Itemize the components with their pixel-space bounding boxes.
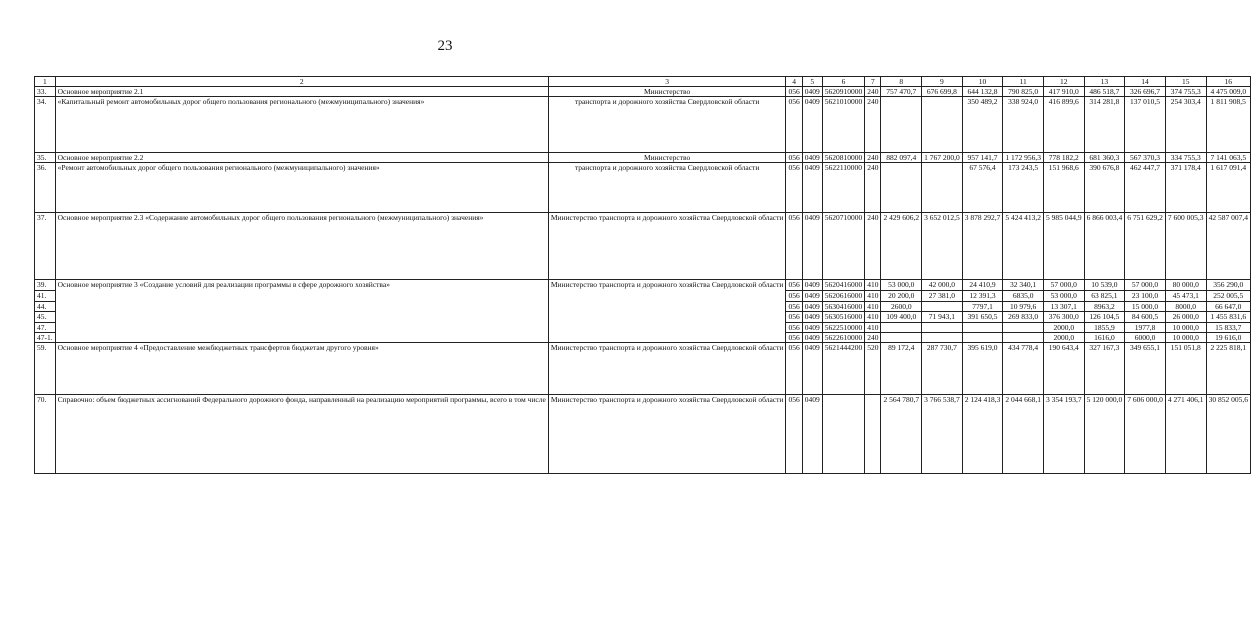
amount-cell: 20 200,0 bbox=[881, 291, 922, 302]
amount-cell: 1855,9 bbox=[1084, 323, 1125, 333]
code-cell: 5620810000 bbox=[822, 153, 865, 163]
code-cell: 056 bbox=[786, 302, 802, 312]
amount-cell: 462 447,7 bbox=[1125, 163, 1166, 213]
column-header: 8 bbox=[881, 77, 922, 87]
code-cell: 240 bbox=[865, 213, 881, 280]
measure-name: «Ремонт автомобильных дорог общего пользования регионального (межмуниципального) значения» bbox=[55, 163, 548, 213]
amount-cell: 790 825,0 bbox=[1003, 87, 1044, 97]
amount-cell: 6 751 629,2 bbox=[1125, 213, 1166, 280]
amount-cell: 32 340,1 bbox=[1003, 280, 1044, 291]
code-cell: 410 bbox=[865, 302, 881, 312]
amount-cell: 757 470,7 bbox=[881, 87, 922, 97]
column-header: 16 bbox=[1206, 77, 1251, 87]
code-cell: 5620416000 bbox=[822, 280, 865, 291]
row-number: 33. bbox=[35, 87, 56, 97]
code-cell: 056 bbox=[786, 213, 802, 280]
header-row bbox=[35, 77, 1251, 87]
budget-table bbox=[34, 76, 1251, 474]
row-number: 35. bbox=[35, 153, 56, 163]
code-cell: 056 bbox=[786, 87, 802, 97]
row-number: 39. bbox=[35, 280, 56, 291]
amount-cell: 1 617 091,4 bbox=[1206, 163, 1251, 213]
agency-name: Министерство транспорта и дорожного хозяйства Свердловской области bbox=[548, 343, 786, 395]
amount-cell: 391 650,5 bbox=[962, 312, 1003, 323]
amount-cell: 486 518,7 bbox=[1084, 87, 1125, 97]
amount-cell: 6 866 003,4 bbox=[1084, 213, 1125, 280]
column-header: 10 bbox=[962, 77, 1003, 87]
amount-cell: 567 370,3 bbox=[1125, 153, 1166, 163]
code-cell: 520 bbox=[865, 343, 881, 395]
column-header: 15 bbox=[1165, 77, 1206, 87]
amount-cell: 126 104,5 bbox=[1084, 312, 1125, 323]
measure-name: «Капитальный ремонт автомобильных дорог общего пользования регионального (межмуниципального) значения» bbox=[55, 97, 548, 153]
table-row bbox=[35, 163, 1251, 213]
amount-cell bbox=[922, 163, 963, 213]
table-row bbox=[35, 343, 1251, 395]
code-cell: 0409 bbox=[802, 87, 822, 97]
amount-cell: 3 652 012,5 bbox=[922, 213, 963, 280]
amount-cell: 390 676,8 bbox=[1084, 163, 1125, 213]
amount-cell: 882 097,4 bbox=[881, 153, 922, 163]
amount-cell bbox=[922, 97, 963, 153]
amount-cell: 151 051,8 bbox=[1165, 343, 1206, 395]
column-header: 2 bbox=[55, 77, 548, 87]
code-cell: 0409 bbox=[802, 395, 822, 474]
amount-cell: 778 182,2 bbox=[1043, 153, 1084, 163]
amount-cell: 53 000,0 bbox=[881, 280, 922, 291]
amount-cell: 6000,0 bbox=[1125, 333, 1166, 343]
column-header: 6 bbox=[822, 77, 865, 87]
row-number: 47. bbox=[35, 323, 56, 333]
amount-cell: 63 825,1 bbox=[1084, 291, 1125, 302]
amount-cell: 269 833,0 bbox=[1003, 312, 1044, 323]
code-cell: 0409 bbox=[802, 97, 822, 153]
code-cell: 056 bbox=[786, 153, 802, 163]
table-body bbox=[35, 77, 1251, 474]
measure-name: Основное мероприятие 3 «Создание условий для реализации программы в сфере дорожного хозяйства» bbox=[55, 280, 548, 343]
amount-cell: 190 643,4 bbox=[1043, 343, 1084, 395]
agency-name: транспорта и дорожного хозяйства Свердловской области bbox=[548, 97, 786, 153]
amount-cell: 3 766 538,7 bbox=[922, 395, 963, 474]
code-cell: 056 bbox=[786, 280, 802, 291]
amount-cell: 109 400,0 bbox=[881, 312, 922, 323]
code-cell: 0409 bbox=[802, 302, 822, 312]
amount-cell: 2 225 818,1 bbox=[1206, 343, 1251, 395]
code-cell: 5620710000 bbox=[822, 213, 865, 280]
amount-cell bbox=[962, 333, 1003, 343]
agency-name: транспорта и дорожного хозяйства Свердловской области bbox=[548, 163, 786, 213]
amount-cell: 957 141,7 bbox=[962, 153, 1003, 163]
amount-cell: 376 300,0 bbox=[1043, 312, 1084, 323]
amount-cell: 19 616,0 bbox=[1206, 333, 1251, 343]
amount-cell: 5 985 044,9 bbox=[1043, 213, 1084, 280]
amount-cell: 417 910,0 bbox=[1043, 87, 1084, 97]
amount-cell: 338 924,0 bbox=[1003, 97, 1044, 153]
amount-cell: 8000,0 bbox=[1165, 302, 1206, 312]
amount-cell: 4 271 406,1 bbox=[1165, 395, 1206, 474]
amount-cell: 10 539,0 bbox=[1084, 280, 1125, 291]
amount-cell bbox=[881, 97, 922, 153]
amount-cell bbox=[1003, 323, 1044, 333]
code-cell: 5622110000 bbox=[822, 163, 865, 213]
code-cell: 5620910000 bbox=[822, 87, 865, 97]
code-cell: 5620616000 bbox=[822, 291, 865, 302]
amount-cell: 4 475 009,0 bbox=[1206, 87, 1251, 97]
amount-cell: 27 381,0 bbox=[922, 291, 963, 302]
amount-cell: 7 600 005,3 bbox=[1165, 213, 1206, 280]
amount-cell: 84 600,5 bbox=[1125, 312, 1166, 323]
row-number: 59. bbox=[35, 343, 56, 395]
amount-cell: 45 473,1 bbox=[1165, 291, 1206, 302]
code-cell: 410 bbox=[865, 323, 881, 333]
amount-cell: 15 000,0 bbox=[1125, 302, 1166, 312]
code-cell: 056 bbox=[786, 395, 802, 474]
code-cell: 5621010000 bbox=[822, 97, 865, 153]
amount-cell: 1 811 908,5 bbox=[1206, 97, 1251, 153]
column-header: 13 bbox=[1084, 77, 1125, 87]
amount-cell bbox=[881, 323, 922, 333]
amount-cell: 151 968,6 bbox=[1043, 163, 1084, 213]
measure-name: Основное мероприятие 2.3 «Содержание автомобильных дорог общего пользования регионального (межмуниципального) значения» bbox=[55, 213, 548, 280]
code-cell: 410 bbox=[865, 291, 881, 302]
amount-cell: 349 655,1 bbox=[1125, 343, 1166, 395]
amount-cell: 1616,0 bbox=[1084, 333, 1125, 343]
table-row bbox=[35, 213, 1251, 280]
code-cell: 056 bbox=[786, 323, 802, 333]
agency-name: Министерство транспорта и дорожного хозяйства Свердловской области bbox=[548, 395, 786, 474]
amount-cell: 10 000,0 bbox=[1165, 333, 1206, 343]
code-cell: 240 bbox=[865, 163, 881, 213]
amount-cell: 71 943,1 bbox=[922, 312, 963, 323]
agency-name: Министерство транспорта и дорожного хозяйства Свердловской области bbox=[548, 280, 786, 343]
row-number: 45. bbox=[35, 312, 56, 323]
table-row bbox=[35, 87, 1251, 97]
column-header: 4 bbox=[786, 77, 802, 87]
column-header: 11 bbox=[1003, 77, 1044, 87]
amount-cell: 67 576,4 bbox=[962, 163, 1003, 213]
amount-cell: 254 303,4 bbox=[1165, 97, 1206, 153]
code-cell: 056 bbox=[786, 333, 802, 343]
amount-cell: 42 000,0 bbox=[922, 280, 963, 291]
code-cell: 056 bbox=[786, 291, 802, 302]
amount-cell bbox=[881, 333, 922, 343]
amount-cell bbox=[1003, 333, 1044, 343]
amount-cell: 57 000,0 bbox=[1125, 280, 1166, 291]
code-cell: 0409 bbox=[802, 343, 822, 395]
amount-cell: 1 172 956,3 bbox=[1003, 153, 1044, 163]
amount-cell: 416 899,6 bbox=[1043, 97, 1084, 153]
column-header: 14 bbox=[1125, 77, 1166, 87]
amount-cell: 57 000,0 bbox=[1043, 280, 1084, 291]
measure-name: Основное мероприятие 4 «Предоставление межбюджетных трансфертов бюджетам другого уровня» bbox=[55, 343, 548, 395]
row-number: 37. bbox=[35, 213, 56, 280]
amount-cell: 26 000,0 bbox=[1165, 312, 1206, 323]
column-header: 1 bbox=[35, 77, 56, 87]
row-number: 36. bbox=[35, 163, 56, 213]
row-number: 70. bbox=[35, 395, 56, 474]
amount-cell: 7797,1 bbox=[962, 302, 1003, 312]
agency-name: Министерство транспорта и дорожного хозяйства Свердловской области bbox=[548, 213, 786, 280]
amount-cell: 3 878 292,7 bbox=[962, 213, 1003, 280]
table-row bbox=[35, 153, 1251, 163]
amount-cell: 395 619,0 bbox=[962, 343, 1003, 395]
amount-cell: 1 767 200,0 bbox=[922, 153, 963, 163]
amount-cell: 2 124 418,3 bbox=[962, 395, 1003, 474]
row-number: 41. bbox=[35, 291, 56, 302]
amount-cell: 80 000,0 bbox=[1165, 280, 1206, 291]
amount-cell: 252 005,5 bbox=[1206, 291, 1251, 302]
code-cell: 240 bbox=[865, 333, 881, 343]
table-row bbox=[35, 280, 1251, 291]
amount-cell: 10 979,6 bbox=[1003, 302, 1044, 312]
amount-cell: 434 778,4 bbox=[1003, 343, 1044, 395]
code-cell: 056 bbox=[786, 163, 802, 213]
code-cell: 0409 bbox=[802, 323, 822, 333]
column-header: 3 bbox=[548, 77, 786, 87]
amount-cell: 3 354 193,7 bbox=[1043, 395, 1084, 474]
amount-cell: 356 290,0 bbox=[1206, 280, 1251, 291]
amount-cell: 314 281,8 bbox=[1084, 97, 1125, 153]
amount-cell: 12 391,3 bbox=[962, 291, 1003, 302]
code-cell: 5622610000 bbox=[822, 333, 865, 343]
code-cell: 240 bbox=[865, 87, 881, 97]
column-header: 12 bbox=[1043, 77, 1084, 87]
measure-name: Справочно: объем бюджетных ассигнований Федерального дорожного фонда, направленный на реализацию мероприятий программы, всего в том числе bbox=[55, 395, 548, 474]
code-cell: 0409 bbox=[802, 213, 822, 280]
amount-cell: 371 178,4 bbox=[1165, 163, 1206, 213]
amount-cell: 7 141 063,5 bbox=[1206, 153, 1251, 163]
code-cell: 5622510000 bbox=[822, 323, 865, 333]
amount-cell: 6835,0 bbox=[1003, 291, 1044, 302]
amount-cell: 173 243,5 bbox=[1003, 163, 1044, 213]
code-cell: 056 bbox=[786, 312, 802, 323]
amount-cell: 137 010,5 bbox=[1125, 97, 1166, 153]
agency-name: Министерство bbox=[548, 153, 786, 163]
amount-cell: 374 755,3 bbox=[1165, 87, 1206, 97]
code-cell: 056 bbox=[786, 97, 802, 153]
amount-cell: 2 564 780,7 bbox=[881, 395, 922, 474]
amount-cell: 1 455 831,6 bbox=[1206, 312, 1251, 323]
code-cell: 0409 bbox=[802, 163, 822, 213]
table-row bbox=[35, 97, 1251, 153]
column-header: 9 bbox=[922, 77, 963, 87]
amount-cell: 2000,0 bbox=[1043, 333, 1084, 343]
amount-cell: 10 000,0 bbox=[1165, 323, 1206, 333]
code-cell: 056 bbox=[786, 343, 802, 395]
amount-cell: 15 833,7 bbox=[1206, 323, 1251, 333]
amount-cell bbox=[922, 302, 963, 312]
amount-cell: 66 647,0 bbox=[1206, 302, 1251, 312]
page-number: 23 bbox=[437, 38, 453, 54]
amount-cell: 334 755,3 bbox=[1165, 153, 1206, 163]
amount-cell: 2000,0 bbox=[1043, 323, 1084, 333]
amount-cell: 676 699,8 bbox=[922, 87, 963, 97]
amount-cell: 1977,8 bbox=[1125, 323, 1166, 333]
amount-cell: 53 000,0 bbox=[1043, 291, 1084, 302]
code-cell: 240 bbox=[865, 97, 881, 153]
amount-cell: 42 587 007,4 bbox=[1206, 213, 1251, 280]
amount-cell: 287 730,7 bbox=[922, 343, 963, 395]
amount-cell: 681 360,3 bbox=[1084, 153, 1125, 163]
amount-cell: 644 132,8 bbox=[962, 87, 1003, 97]
amount-cell: 2 429 606,2 bbox=[881, 213, 922, 280]
column-header: 7 bbox=[865, 77, 881, 87]
amount-cell: 8963,2 bbox=[1084, 302, 1125, 312]
code-cell: 5630416000 bbox=[822, 302, 865, 312]
amount-cell: 30 852 005,6 bbox=[1206, 395, 1251, 474]
measure-name: Основное мероприятие 2.2 bbox=[55, 153, 548, 163]
amount-cell: 7 606 000,0 bbox=[1125, 395, 1166, 474]
code-cell: 5630516000 bbox=[822, 312, 865, 323]
code-cell: 0409 bbox=[802, 291, 822, 302]
amount-cell: 2600,0 bbox=[881, 302, 922, 312]
amount-cell: 350 489,2 bbox=[962, 97, 1003, 153]
row-number: 47-1. bbox=[35, 333, 56, 343]
amount-cell: 89 172,4 bbox=[881, 343, 922, 395]
code-cell: 5621444200 bbox=[822, 343, 865, 395]
amount-cell: 5 424 413,2 bbox=[1003, 213, 1044, 280]
row-number: 44. bbox=[35, 302, 56, 312]
amount-cell: 24 410,9 bbox=[962, 280, 1003, 291]
measure-name: Основное мероприятие 2.1 bbox=[55, 87, 548, 97]
amount-cell bbox=[922, 323, 963, 333]
amount-cell: 23 100,0 bbox=[1125, 291, 1166, 302]
code-cell: 0409 bbox=[802, 280, 822, 291]
amount-cell: 5 120 000,0 bbox=[1084, 395, 1125, 474]
code-cell bbox=[865, 395, 881, 474]
agency-name: Министерство bbox=[548, 87, 786, 97]
code-cell: 0409 bbox=[802, 333, 822, 343]
amount-cell: 327 167,3 bbox=[1084, 343, 1125, 395]
amount-cell bbox=[962, 323, 1003, 333]
amount-cell bbox=[881, 163, 922, 213]
code-cell bbox=[822, 395, 865, 474]
code-cell: 410 bbox=[865, 280, 881, 291]
code-cell: 0409 bbox=[802, 153, 822, 163]
amount-cell: 2 044 668,1 bbox=[1003, 395, 1044, 474]
code-cell: 240 bbox=[865, 153, 881, 163]
column-header: 5 bbox=[802, 77, 822, 87]
amount-cell: 326 696,7 bbox=[1125, 87, 1166, 97]
row-number: 34. bbox=[35, 97, 56, 153]
table-row bbox=[35, 395, 1251, 474]
code-cell: 0409 bbox=[802, 312, 822, 323]
code-cell: 410 bbox=[865, 312, 881, 323]
amount-cell bbox=[922, 333, 963, 343]
amount-cell: 13 307,1 bbox=[1043, 302, 1084, 312]
